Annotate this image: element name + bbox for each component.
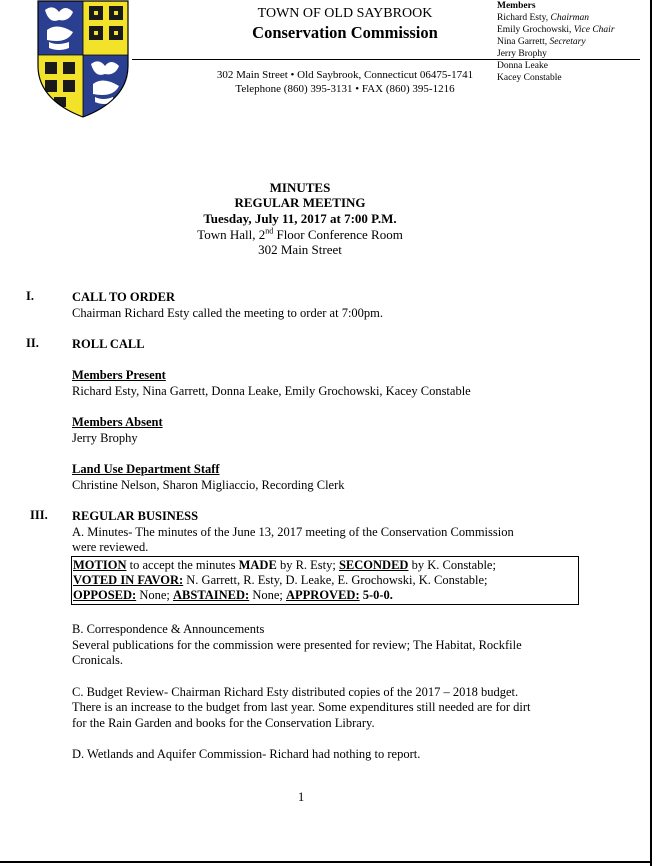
members-present-text: Richard Esty, Nina Garrett, Donna Leake, Emily Grochowski, Kacey Constable xyxy=(72,384,471,398)
letterhead-contact xyxy=(190,68,500,96)
item-b-text: Several publications for the commission were presented for review; The Habitat, Rockfile xyxy=(72,638,522,652)
page-number: 1 xyxy=(298,790,305,804)
call-to-order-text: Chairman Richard Esty called the meeting to order at 7:00pm. xyxy=(72,306,384,320)
doc-title: MINUTES xyxy=(269,180,331,195)
commission-name: Conservation Commission xyxy=(252,23,438,42)
motion-line: MOTION to accept the minutes MADE by R. Esty; SECONDED by K. Constable; xyxy=(73,558,496,572)
meeting-type: REGULAR MEETING xyxy=(234,195,366,210)
member-line: Donna Leake xyxy=(497,61,548,71)
members-present-label: Members Present xyxy=(72,368,166,382)
staff-label: Land Use Department Staff xyxy=(72,462,220,476)
phone-line: Telephone (860) 395-3131 • FAX (860) 395-1216 xyxy=(235,83,455,95)
member-line: Jerry Brophy xyxy=(497,49,547,59)
item-a-text-cont: were reviewed. xyxy=(72,540,149,554)
member-line: Kacey Constable xyxy=(497,73,562,83)
member-line: Richard Esty, Chairman xyxy=(497,13,590,23)
members-absent-label: Members Absent xyxy=(72,415,163,429)
page-border-right xyxy=(650,0,652,866)
section-title: REGULAR BUSINESS xyxy=(72,509,199,523)
section-title: CALL TO ORDER xyxy=(72,290,176,304)
address-line: 302 Main Street • Old Saybrook, Connecticut 06475-1741 xyxy=(216,69,474,81)
item-b-title: B. Correspondence & Announcements xyxy=(72,622,265,636)
item-b-text-cont: Cronicals. xyxy=(72,653,124,667)
meeting-address: 302 Main Street xyxy=(258,242,342,257)
member-line: Emily Grochowski, Vice Chair xyxy=(497,25,615,35)
section-number: II. xyxy=(26,336,39,350)
members-absent-text: Jerry Brophy xyxy=(72,431,138,445)
staff-text: Christine Nelson, Sharon Migliaccio, Recording Clerk xyxy=(72,478,345,492)
section-number: III. xyxy=(30,508,48,522)
item-c-text-cont2: for the Rain Garden and books for the Conservation Library. xyxy=(72,716,375,730)
item-d-text: D. Wetlands and Aquifer Commission- Richard had nothing to report. xyxy=(72,747,421,761)
item-c-text: C. Budget Review- Chairman Richard Esty distributed copies of the 2017 – 2018 budget. xyxy=(72,685,519,699)
item-a-text: A. Minutes- The minutes of the June 13, 2017 meeting of the Conservation Commission xyxy=(72,525,514,539)
item-c-text-cont: There is an increase to the budget from last year. Some expenditures still needed are for dirt xyxy=(72,700,531,714)
members-list xyxy=(497,0,647,84)
page-border-bottom xyxy=(0,861,652,863)
section-title: ROLL CALL xyxy=(72,337,145,351)
meeting-date: Tuesday, July 11, 2017 at 7:00 P.M. xyxy=(203,211,397,226)
vote-line: VOTED IN FAVOR: N. Garrett, R. Esty, D. Leake, E. Grochowski, K. Constable; xyxy=(73,573,488,587)
section-number: I. xyxy=(26,289,34,303)
member-line: Nina Garrett, Secretary xyxy=(497,37,586,47)
members-heading: Members xyxy=(497,1,536,11)
meeting-location: Town Hall, 2nd Floor Conference Room xyxy=(197,226,403,242)
result-line: OPPOSED: None; ABSTAINED: None; APPROVED: 5-0-0. xyxy=(73,588,393,602)
town-seal-logo xyxy=(37,0,129,118)
town-name: TOWN OF OLD SAYBROOK xyxy=(257,6,433,21)
